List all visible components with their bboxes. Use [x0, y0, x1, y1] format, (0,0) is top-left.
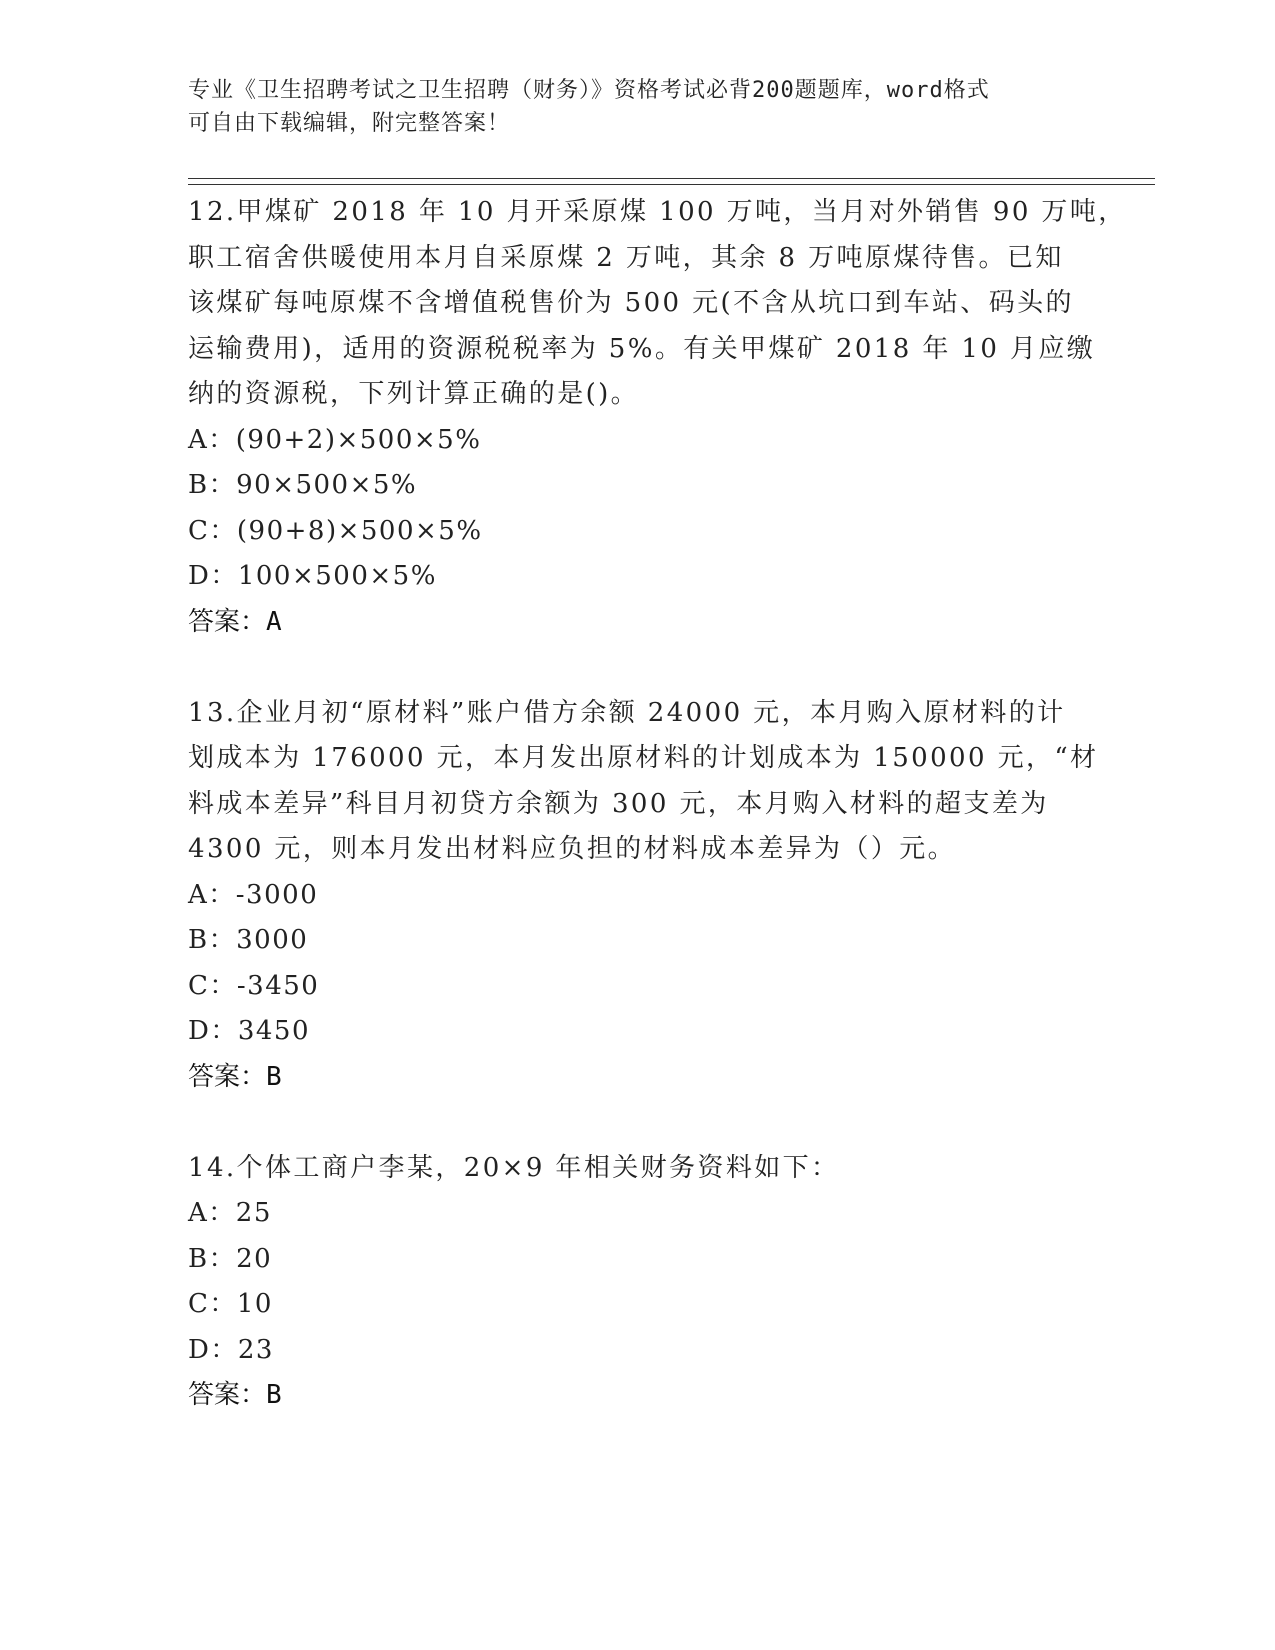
- option-b: B：90×500×5%: [188, 470, 418, 500]
- question-stem: [188, 190, 1127, 418]
- question-spacer: [188, 645, 1088, 691]
- option-b: B：3000: [188, 925, 309, 955]
- header-divider-bottom: [188, 184, 1155, 185]
- answer-line: 答案：A: [188, 606, 282, 637]
- option-a: A：(90+2)×500×5%: [188, 424, 482, 455]
- header-title-line-2: 可自由下载编辑，附完整答案！: [188, 111, 511, 136]
- question-12: [188, 190, 1127, 645]
- question-list: [188, 190, 1127, 1419]
- answer-line: 答案：B: [188, 1380, 282, 1410]
- stem-line: 14.个体工商户李某，20×9 年相关财务资料如下：: [188, 1152, 840, 1183]
- option-d: D：3450: [188, 1016, 311, 1046]
- question-14: [188, 1146, 1088, 1419]
- stem-line: 纳的资源税，下列计算正确的是()。: [188, 379, 640, 409]
- option-a: A：25: [188, 1198, 272, 1228]
- header-title-line-1: 专业《卫生招聘考试之卫生招聘（财务）》资格考试必背200题题库，word格式: [188, 78, 990, 103]
- stem-line: 4300 元，则本月发出材料应负担的材料成本差异为（）元。: [188, 834, 957, 864]
- option-c: C：(90+8)×500×5%: [188, 515, 483, 546]
- option-c: C：-3450: [188, 970, 320, 1001]
- option-c: C：10: [188, 1289, 273, 1319]
- question-13: [188, 691, 1099, 1101]
- header-divider-top: [188, 178, 1155, 179]
- stem-line: 职工宿舍供暖使用本月自采原煤 2 万吨，其余 8 万吨原煤待售。已知: [188, 242, 1064, 273]
- stem-line: 12.甲煤矿 2018 年 10 月开采原煤 100 万吨，当月对外销售 90 万吨，: [188, 197, 1127, 227]
- question-spacer: [188, 1100, 1088, 1146]
- document-header: [188, 74, 1088, 140]
- option-d: D：100×500×5%: [188, 561, 437, 591]
- option-d: D：23: [188, 1334, 274, 1365]
- stem-line: 料成本差异”科目月初贷方余额为 300 元，本月购入材料的超支差为: [188, 788, 1049, 819]
- stem-line: 13.企业月初“原材料”账户借方余额 24000 元，本月购入原材料的计: [188, 697, 1066, 728]
- option-b: B：20: [188, 1243, 273, 1274]
- stem-line: 运输费用)，适用的资源税税率为 5%。有关甲煤矿 2018 年 10 月应缴: [188, 333, 1096, 364]
- stem-line: 该煤矿每吨原煤不含增值税售价为 500 元(不含从坑口到车站、码头的: [188, 288, 1074, 318]
- answer-line: 答案：B: [188, 1061, 282, 1092]
- question-stem: [188, 1146, 1088, 1192]
- stem-line: 划成本为 176000 元，本月发出原材料的计划成本为 150000 元，“材: [188, 743, 1099, 773]
- option-a: A：-3000: [188, 879, 319, 910]
- question-stem: [188, 691, 1099, 873]
